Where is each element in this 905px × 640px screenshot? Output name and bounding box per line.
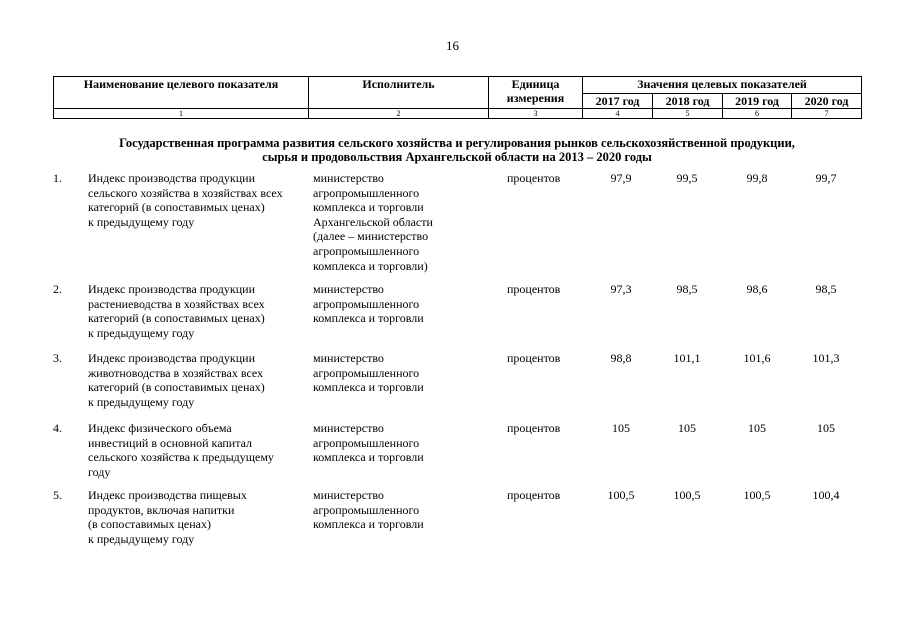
program-title-line: сырья и продовольствия Архангельской области на 2013 – 2020 годы xyxy=(262,150,652,164)
header-name: Наименование целевого показателя xyxy=(54,77,309,109)
column-number: 6 xyxy=(723,109,792,119)
indicator-name xyxy=(88,488,303,546)
executor xyxy=(313,171,493,273)
executor-line: комплекса и торговли xyxy=(313,450,424,465)
indicator-name xyxy=(88,171,303,229)
unit-cell: процентов xyxy=(507,421,561,435)
unit-cell: процентов xyxy=(507,351,561,365)
value-cell: 105 xyxy=(817,421,835,435)
column-number: 7 xyxy=(792,109,862,119)
indicator-name-line: Индекс производства продукции xyxy=(88,351,255,365)
value-cell: 97,9 xyxy=(610,171,632,185)
row-number: 5. xyxy=(53,488,62,502)
program-title-line: Государственная программа развития сельского хозяйства и регулирования рынков сельскохозяйственной продукции, xyxy=(119,136,795,150)
executor xyxy=(313,488,493,532)
header-unit-line2: измерения xyxy=(506,91,565,105)
unit-cell: процентов xyxy=(507,282,561,296)
header-year: 2018 год xyxy=(653,94,723,109)
indicator-name-line: году xyxy=(88,464,111,479)
unit-cell: процентов xyxy=(507,171,561,185)
executor xyxy=(313,421,493,465)
table-header xyxy=(53,76,862,119)
indicator-name-line: (в сопоставимых ценах) xyxy=(88,517,211,532)
value-cell: 98,5 xyxy=(815,282,837,296)
executor-line: министерство xyxy=(313,282,384,296)
column-number: 5 xyxy=(653,109,723,119)
executor-line: агропромышленного xyxy=(313,243,420,258)
indicator-name-line: к предыдущему году xyxy=(88,531,195,546)
indicator-name-line: к предыдущему году xyxy=(88,394,195,409)
indicator-name-line: Индекс производства продукции xyxy=(88,171,255,185)
indicator-name-line: к предыдущему году xyxy=(88,325,195,340)
column-number: 3 xyxy=(489,109,583,119)
value-cell: 100,5 xyxy=(673,488,701,502)
header-values: Значения целевых показателей xyxy=(583,77,862,94)
executor-line: комплекса и торговли xyxy=(313,517,424,532)
indicator-name-line: Индекс производства продукции xyxy=(88,282,255,296)
header-unit xyxy=(489,77,583,109)
indicator-name-line: к предыдущему году xyxy=(88,214,195,229)
executor-line: министерство xyxy=(313,488,384,502)
value-cell: 98,6 xyxy=(746,282,768,296)
indicator-name-line: категорий (в сопоставимых ценах) xyxy=(88,311,265,326)
value-cell: 100,5 xyxy=(743,488,771,502)
executor-line: комплекса и торговли) xyxy=(313,258,428,273)
indicator-name xyxy=(88,351,303,409)
value-cell: 101,6 xyxy=(743,351,771,365)
executor-line: министерство xyxy=(313,171,384,185)
indicator-name xyxy=(88,282,303,340)
executor-line: комплекса и торговли xyxy=(313,311,424,326)
value-cell: 100,5 xyxy=(607,488,635,502)
indicator-name-line: сельского хозяйства в хозяйствах всех xyxy=(88,185,283,200)
row-number: 2. xyxy=(53,282,62,296)
column-number: 1 xyxy=(54,109,309,119)
executor-line: агропромышленного xyxy=(313,296,420,311)
value-cell: 105 xyxy=(678,421,696,435)
value-cell: 105 xyxy=(612,421,630,435)
indicator-name-line: категорий (в сопоставимых ценах) xyxy=(88,200,265,215)
executor-line: министерство xyxy=(313,351,384,365)
indicator-name-line: продуктов, включая напитки xyxy=(88,502,235,517)
executor-line: министерство xyxy=(313,421,384,435)
executor-line: комплекса и торговли xyxy=(313,380,424,395)
value-cell: 101,3 xyxy=(812,351,840,365)
header-year: 2017 год xyxy=(583,94,653,109)
executor-line: агропромышленного xyxy=(313,365,420,380)
executor-line: (далее – министерство xyxy=(313,229,429,244)
executor xyxy=(313,351,493,395)
row-number: 3. xyxy=(53,351,62,365)
indicator-name-line: Индекс производства пищевых xyxy=(88,488,247,502)
value-cell: 99,7 xyxy=(815,171,837,185)
row-number: 4. xyxy=(53,421,62,435)
indicator-name-line: категорий (в сопоставимых ценах) xyxy=(88,380,265,395)
value-cell: 101,1 xyxy=(673,351,701,365)
value-cell: 98,8 xyxy=(610,351,632,365)
value-cell: 99,8 xyxy=(746,171,768,185)
executor xyxy=(313,282,493,326)
value-cell: 105 xyxy=(748,421,766,435)
page-number: 16 xyxy=(446,38,459,53)
executor-line: Архангельской области xyxy=(313,214,433,229)
value-cell: 97,3 xyxy=(610,282,632,296)
indicator-name-line: Индекс физического объема xyxy=(88,421,232,435)
column-number: 4 xyxy=(583,109,653,119)
unit-cell: процентов xyxy=(507,488,561,502)
indicator-name-line: сельского хозяйства к предыдущему xyxy=(88,450,274,465)
executor-line: агропромышленного xyxy=(313,185,420,200)
indicator-name-line: растениеводства в хозяйствах всех xyxy=(88,296,265,311)
header-year: 2019 год xyxy=(723,94,792,109)
program-title xyxy=(53,136,861,164)
header-unit-line1: Единица xyxy=(511,77,560,91)
indicator-name xyxy=(88,421,303,479)
executor-line: комплекса и торговли xyxy=(313,200,424,215)
value-cell: 100,4 xyxy=(812,488,840,502)
value-cell: 98,5 xyxy=(676,282,698,296)
row-number: 1. xyxy=(53,171,62,185)
indicator-name-line: инвестиций в основной капитал xyxy=(88,435,253,450)
value-cell: 99,5 xyxy=(676,171,698,185)
header-year: 2020 год xyxy=(792,94,862,109)
header-executor: Исполнитель xyxy=(309,77,489,109)
column-number: 2 xyxy=(309,109,489,119)
indicator-name-line: животноводства в хозяйствах всех xyxy=(88,365,264,380)
executor-line: агропромышленного xyxy=(313,502,420,517)
executor-line: агропромышленного xyxy=(313,435,420,450)
